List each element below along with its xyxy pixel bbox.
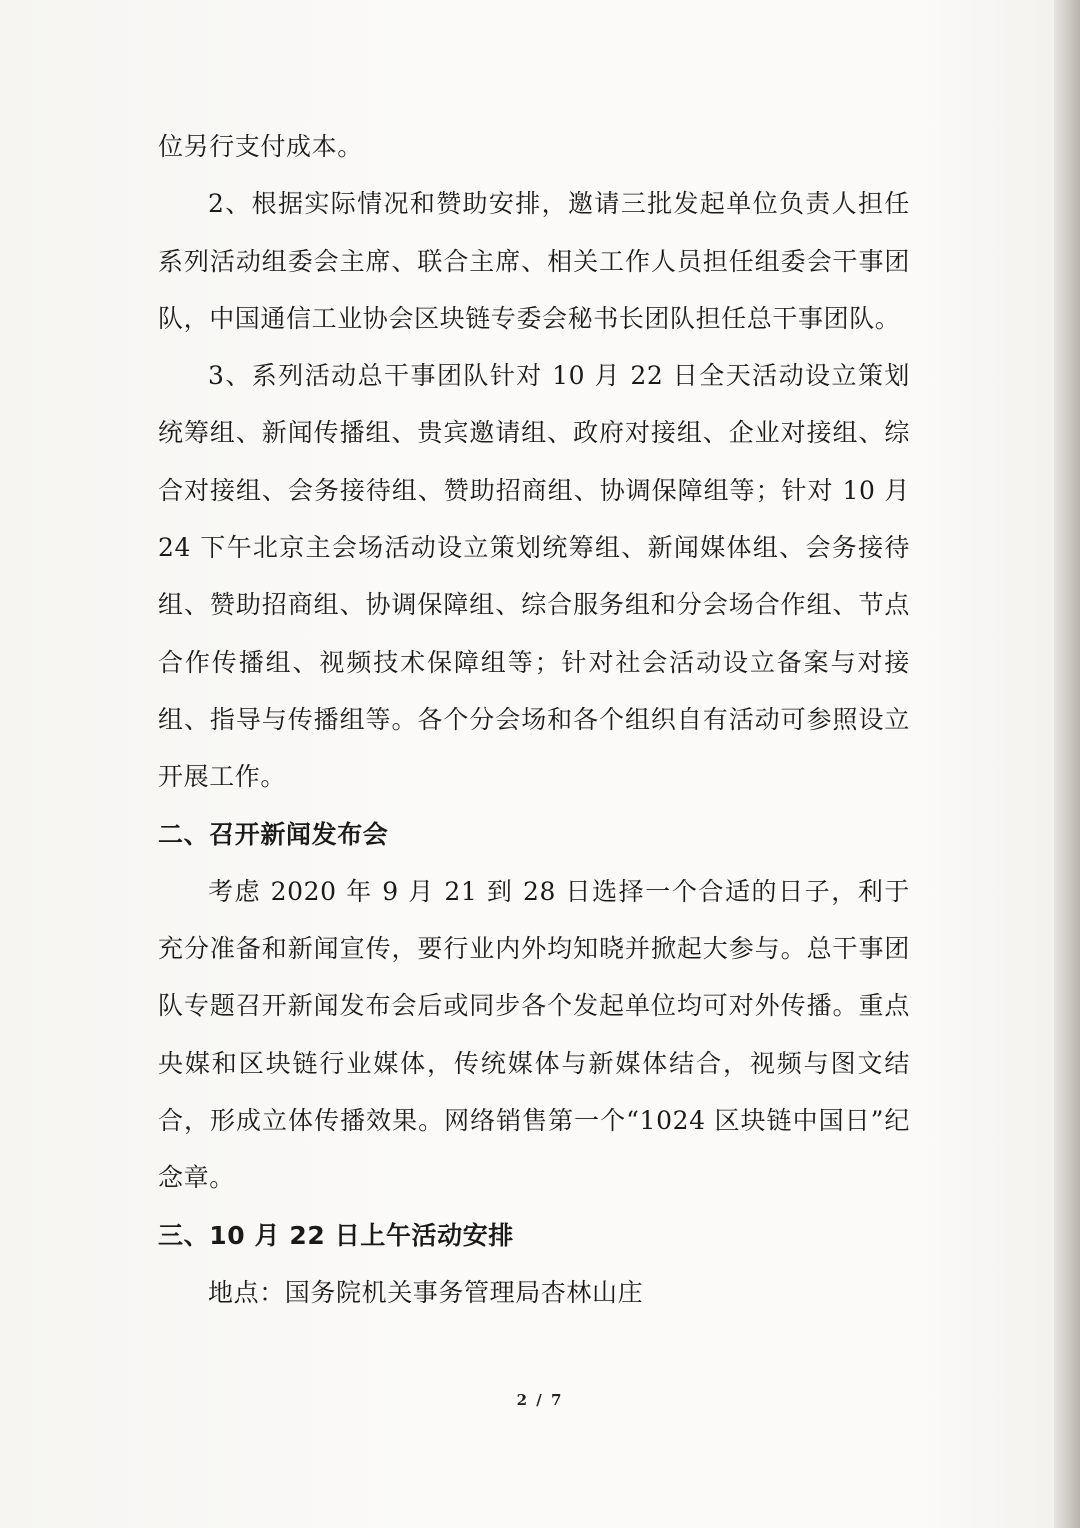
section-heading-2: 二、召开新闻发布会: [158, 819, 389, 849]
paragraph-item-3: 3、系列活动总干事团队针对 10 月 22 日全天活动设立策划统筹组、新闻传播组、贵宾邀请组、政府对接组、企业对接组、综合对接组、会务接待组、赞助招商组、协调保障组等；针对 10 月 24 下午北京主会场活动设立策划统筹组、新闻媒体组、会务接待组、赞助招商组、协调保障组、综合服务组和分会场合作组、节点合作传播组、视频技术保障组等；针对社会活动设立备案与对接组、指导与传播组等。各个分会场和各个组织自有活动可参照设立开展工作。: [158, 361, 910, 792]
section-heading-3: 三、10 月 22 日上午活动安排: [158, 1220, 514, 1250]
paragraph-location: 地点：国务院机关事务管理局杏林山庄: [208, 1277, 644, 1307]
paragraph-press-conference: 考虑 2020 年 9 月 21 到 28 日选择一个合适的日子，利于充分准备和新闻宣传，要行业内外均知晓并掀起大参与。总干事团队专题召开新闻发布会后或同步各个发起单位均可对外传播。重点央媒和区块链行业媒体，传统媒体与新媒体结合，视频与图文结合，形成立体传播效果。网络销售第一个“1024 区块链中国日”纪念章。: [158, 876, 910, 1193]
document-body: [158, 118, 910, 1321]
page-edge-shadow: [1054, 0, 1080, 1528]
page-number: 2 / 7: [516, 1391, 564, 1409]
paragraph-continuation: 位另行支付成本。: [158, 132, 363, 161]
paragraph-item-2: 2、根据实际情况和赞助安排，邀请三批发起单位负责人担任系列活动组委会主席、联合主席、相关工作人员担任组委会干事团队，中国通信工业协会区块链专委会秘书长团队担任总干事团队。: [158, 189, 910, 333]
